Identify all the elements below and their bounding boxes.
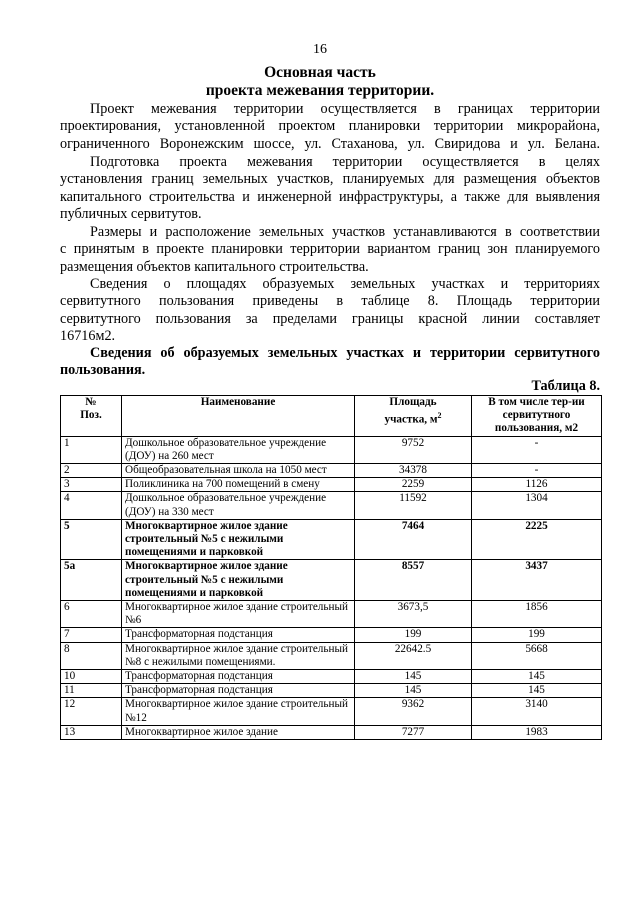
heading-line-2: проекта межевания территории. [205,82,435,99]
header-area-sup: 2 [437,411,442,421]
cell-name: Трансформаторная подстанция [122,628,355,642]
cell-servitude: 5668 [472,642,602,669]
table-heading-line: Сведения об образуемых земельных участках и территории сервитутного [90,345,600,361]
cell-name: Трансформаторная подстанция [122,670,355,684]
paragraph-line: установления границ земельных участков, планируемых для размещения объектов [60,171,600,188]
parcels-table [60,395,602,740]
header-name: Наименование [122,396,355,437]
page-number: 16 [313,42,327,57]
paragraph-line: Размеры и расположение земельных участков устанавливаются в соответствии [90,224,600,240]
header-area [355,396,472,437]
paragraph-line: проектирования, установленной проектом планировки территории микрорайона, [60,118,600,135]
header-area-text: участка, м [384,413,438,426]
cell-area: 145 [355,670,472,684]
paragraph-line: Подготовка проекта межевания территории осуществляется в целях [90,154,600,170]
cell-area: 145 [355,684,472,698]
header-area-line-1: Площадь [389,396,437,408]
cell-area: 9362 [355,698,472,725]
paragraph-1 [60,101,600,153]
paragraph-2 [60,154,600,224]
paragraph-3 [60,224,600,276]
cell-name: Дошкольное образовательное учреждение (ДОУ) на 260 мест [122,436,355,463]
cell-number: 4 [61,492,122,519]
cell-area: 7464 [355,519,472,560]
cell-name: Многоквартирное жилое здание строительный №6 [122,601,355,628]
header-number-line-1: № [85,396,97,408]
table-heading [60,345,600,380]
cell-area: 2259 [355,478,472,492]
cell-area: 7277 [355,725,472,739]
cell-servitude: 3140 [472,698,602,725]
cell-name: Трансформаторная подстанция [122,684,355,698]
cell-servitude: 1856 [472,601,602,628]
paragraph-line: сервитутного пользования приведены в таблице 8. Площадь территории [60,293,600,310]
table-row [61,698,602,725]
cell-area: 3673,5 [355,601,472,628]
cell-number: 2 [61,464,122,478]
table-row [61,684,602,698]
cell-number: 5 [61,519,122,560]
cell-servitude: 1983 [472,725,602,739]
paragraph-4 [60,276,600,346]
cell-servitude: 145 [472,670,602,684]
cell-servitude: - [472,464,602,478]
cell-number: 6 [61,601,122,628]
cell-name: Многоквартирное жилое здание строительный №8 с нежилыми помещениями. [122,642,355,669]
table-row [61,492,602,519]
cell-number: 13 [61,725,122,739]
header-number [61,396,122,437]
table-row [61,519,602,560]
table-caption: Таблица 8. [531,378,600,394]
cell-number: 11 [61,684,122,698]
cell-servitude: 199 [472,628,602,642]
table-row [61,436,602,463]
paragraph-line: 16716м2. [60,328,116,345]
cell-area: 8557 [355,560,472,601]
table-row [61,670,602,684]
cell-name: Дошкольное образовательное учреждение (ДОУ) на 330 мест [122,492,355,519]
cell-name: Многоквартирное жилое здание строительный №5 с нежилыми помещениями и парковкой [122,519,355,560]
table-row [61,464,602,478]
header-number-line-2: Поз. [80,409,102,422]
cell-number: 1 [61,436,122,463]
cell-name: Многоквартирное жилое здание строительный №12 [122,698,355,725]
table-header-row [61,396,602,437]
table-row [61,642,602,669]
cell-number: 10 [61,670,122,684]
cell-area: 11592 [355,492,472,519]
cell-area: 22642.5 [355,642,472,669]
paragraph-line: сервитутного пользования за пределами границы красной линии составляет [60,310,600,327]
table-row [61,478,602,492]
header-area-line-2 [358,409,468,427]
cell-servitude: 1126 [472,478,602,492]
paragraph-line: ограниченного Воронежским шоссе, ул. Стаханова, ул. Свиридова и ул. Белана. [60,135,600,152]
table-row [61,560,602,601]
paragraph-line: с принятым в проекте планировки территории вариантом границ зон планируемого [60,241,600,258]
cell-name: Общеобразовательная школа на 1050 мест [122,464,355,478]
cell-name: Поликлиника на 700 помещений в смену [122,478,355,492]
cell-servitude: 1304 [472,492,602,519]
table-row [61,628,602,642]
cell-name: Многоквартирное жилое здание [122,725,355,739]
cell-number: 5а [61,560,122,601]
cell-servitude: 145 [472,684,602,698]
cell-servitude: 3437 [472,560,602,601]
cell-servitude: - [472,436,602,463]
paragraph-line: Сведения о площадях образуемых земельных участках и территориях [90,276,600,292]
header-servitude: В том числе тер-ии сервитутного пользования, м2 [472,396,602,437]
paragraph-line: капитального строительства и инженерной инфраструктуры, а также для выявления [60,188,600,205]
cell-number: 3 [61,478,122,492]
table-heading-line: пользования. [60,362,146,379]
paragraph-line: размещения объектов капитального строительства. [60,258,369,275]
cell-area: 199 [355,628,472,642]
cell-number: 7 [61,628,122,642]
paragraph-line: Проект межевания территории осуществляется в границах территории [90,101,600,117]
cell-number: 12 [61,698,122,725]
cell-number: 8 [61,642,122,669]
heading-line-1: Основная часть [264,64,376,81]
cell-area: 9752 [355,436,472,463]
table-row [61,725,602,739]
cell-area: 34378 [355,464,472,478]
paragraph-line: публичных сервитутов. [60,206,202,223]
cell-name: Многоквартирное жилое здание строительный №5 с нежилыми помещениями и парковкой [122,560,355,601]
table-row [61,601,602,628]
cell-servitude: 2225 [472,519,602,560]
